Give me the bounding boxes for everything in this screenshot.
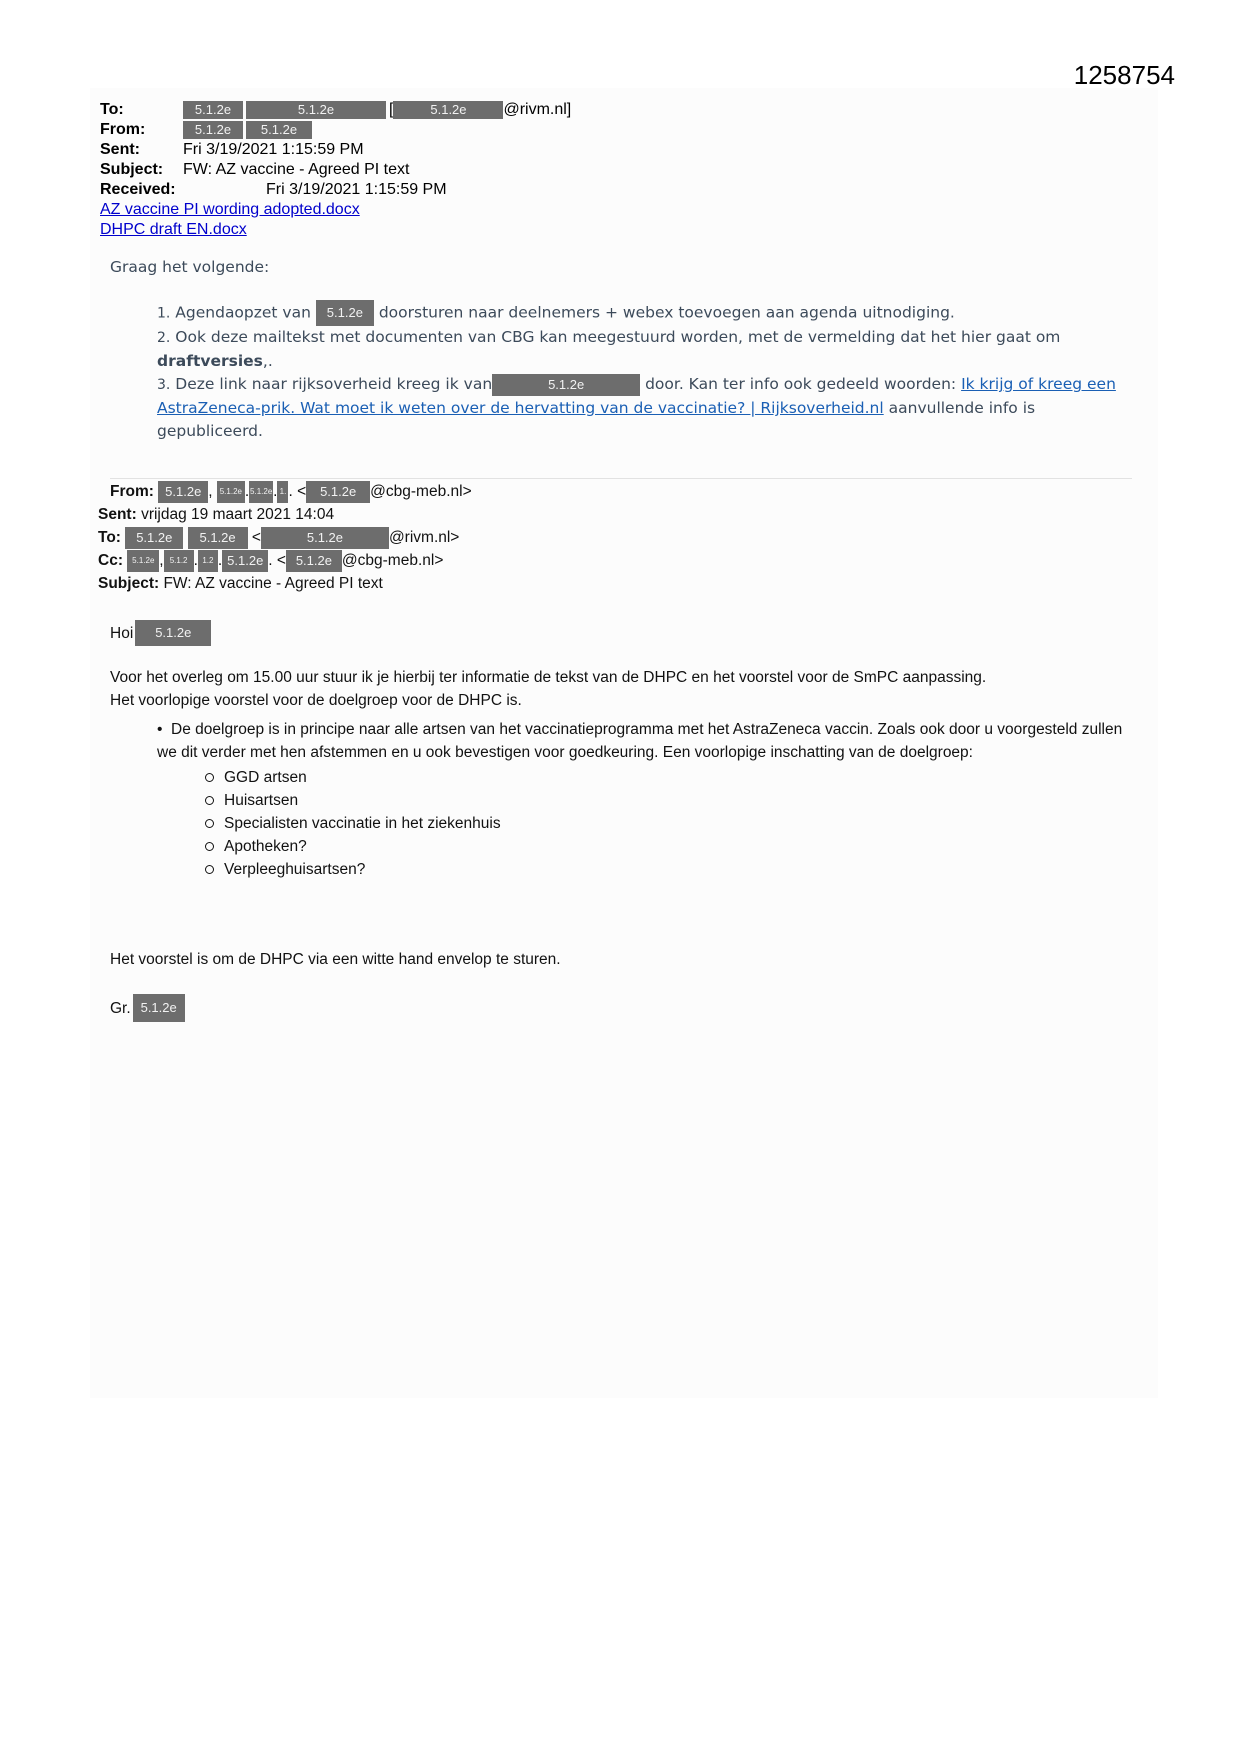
attachment-link[interactable]: DHPC draft EN.docx xyxy=(100,221,247,238)
circle-bullet-icon xyxy=(205,819,214,828)
redaction: 1.2 xyxy=(198,550,218,572)
sent-label: Sent: xyxy=(100,141,140,158)
to-label: To: xyxy=(100,101,124,118)
redaction: 5.1.2e xyxy=(393,101,503,119)
subject-label: Subject: xyxy=(100,161,164,178)
to-separator: [ xyxy=(389,101,394,118)
subject-row xyxy=(100,160,571,180)
circle-bullet-icon xyxy=(205,773,214,782)
rijksoverheid-link[interactable]: Ik krijg of kreeg een AstraZeneca-prik. Wat moet ik weten over de hervatting van de vaccinatie? | Rijksoverheid.nl xyxy=(157,375,1116,417)
redaction: 5.1.2e xyxy=(183,101,243,119)
email-header xyxy=(100,100,571,200)
list-item: Apotheken? xyxy=(205,835,1137,858)
redaction: 5.1.2e xyxy=(217,481,245,503)
forwarded-header xyxy=(98,480,472,595)
redaction: 5.1.2e xyxy=(246,101,386,119)
redaction: 5.1.2e xyxy=(125,527,183,549)
fwd-sent-row: Sent: vrijdag 19 maart 2021 14:04 xyxy=(98,506,335,523)
list-item: 1. Agendaopzet van 5.1.2e doorsturen naar deelnemers + webex toevoegen aan agenda uitnodiging. xyxy=(157,300,1137,326)
circle-bullet-icon xyxy=(205,796,214,805)
sub-list xyxy=(205,766,1137,881)
list-item: Huisartsen xyxy=(205,789,1137,812)
redaction: 5.1.2e xyxy=(306,481,370,503)
message-paragraph: Voor het overleg om 15.00 uur stuur ik je hierbij ter informatie de tekst van de DHPC en het voorstel voor de SmPC aanpassing. Het voorlopige voorstel voor de doelgroep voor de DHPC is. xyxy=(110,669,987,709)
redaction: 5.1.2e xyxy=(133,994,185,1022)
sent-value: Fri 3/19/2021 1:15:59 PM xyxy=(183,141,364,158)
redaction: 5.1.2e xyxy=(127,550,159,572)
redaction: 5.1.2e xyxy=(286,550,342,572)
redaction: 5.1.2e xyxy=(492,374,640,396)
bullet-list xyxy=(157,718,1137,881)
numbered-list xyxy=(157,300,1137,443)
from-row xyxy=(100,120,571,140)
hoi-line: Hoi 5.1.2e xyxy=(110,620,1140,646)
redaction: 5.1.2e xyxy=(246,121,312,139)
to-domain: @rivm.nl] xyxy=(503,101,572,118)
received-row xyxy=(100,180,571,200)
attachment-link[interactable]: AZ vaccine PI wording adopted.docx xyxy=(100,201,360,218)
from-label: From: xyxy=(100,121,146,138)
list-item: Specialisten vaccinatie in het ziekenhuis xyxy=(205,812,1137,835)
fwd-subject-row: Subject: FW: AZ vaccine - Agreed PI text xyxy=(98,575,383,592)
list-item: Verpleeghuisartsen? xyxy=(205,858,1137,881)
sent-row xyxy=(100,140,571,160)
fwd-to-row: To: 5.1.2e 5.1.2e < 5.1.2e @rivm.nl> xyxy=(98,526,472,549)
redaction: 5.1.2e xyxy=(158,481,208,503)
list-item: 3. Deze link naar rijksoverheid kreeg ik van 5.1.2e door. Kan ter info ook gedeeld woorden: Ik krijg of kreeg een AstraZeneca-prik. Wat moet ik weten over de hervatting van de vaccinatie? | Rijksoverheid.nl aanvullende info is gepubliceerd. xyxy=(157,375,1116,440)
received-label: Received: xyxy=(100,181,176,198)
list-item: • De doelgroep is in principe naar alle artsen van het vaccinatieprogramma met het AstraZeneca vaccin. Zoals ook door u voorgesteld zullen we dit verder met hen afstemmen en u ook bevestigen voor goedkeuring. Een voorlopige inschatting van de doelgroep: xyxy=(157,721,1123,761)
to-row xyxy=(100,100,571,120)
redaction: 5.1.2e xyxy=(222,550,268,572)
redaction: 5.1.2e xyxy=(249,481,273,503)
signature: Gr. 5.1.2e xyxy=(110,994,1140,1022)
fwd-from-row: From: 5.1.2e , 5.1.2e . 5.1.2e . 1. . < 5.1.2e @cbg-meb.nl> xyxy=(98,480,472,503)
message-paragraph: Het voorstel is om de DHPC via een witte hand envelop te sturen. xyxy=(110,951,561,968)
divider xyxy=(110,478,1132,479)
redaction: 5.1.2 xyxy=(164,550,194,572)
circle-bullet-icon xyxy=(205,865,214,874)
document-number: 1258754 xyxy=(1073,60,1175,90)
redaction: 1. xyxy=(277,481,288,503)
redaction: 5.1.2e xyxy=(261,527,389,549)
list-item: GGD artsen xyxy=(205,766,1137,789)
message-greeting: Graag het volgende: xyxy=(110,258,270,276)
redaction: 5.1.2e xyxy=(135,620,211,646)
received-value: Fri 3/19/2021 1:15:59 PM xyxy=(266,181,447,198)
redaction: 5.1.2e xyxy=(316,300,374,326)
subject-value: FW: AZ vaccine - Agreed PI text xyxy=(183,161,410,178)
circle-bullet-icon xyxy=(205,842,214,851)
redaction: 5.1.2e xyxy=(183,121,243,139)
fwd-cc-row: Cc: 5.1.2e , 5.1.2 . 1.2 . 5.1.2e . < 5.1.2e @cbg-meb.nl> xyxy=(98,549,472,572)
attachments xyxy=(100,200,360,240)
list-item: 2. Ook deze mailtekst met documenten van CBG kan meegestuurd worden, met de vermelding dat het hier gaat om draftversies,. xyxy=(157,328,1061,370)
redaction: 5.1.2e xyxy=(188,527,248,549)
